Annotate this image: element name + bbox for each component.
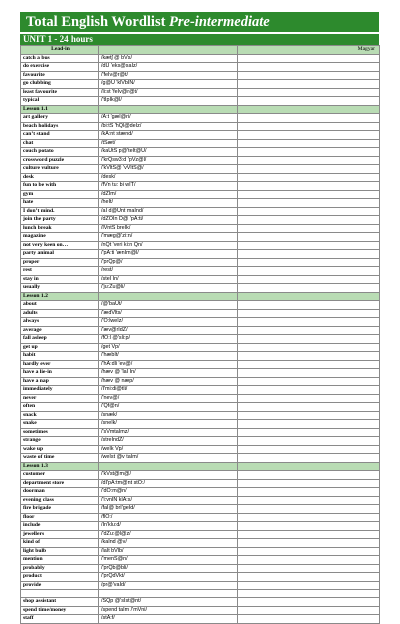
word-row bbox=[21, 88, 380, 97]
document-title: Total English Wordlist bbox=[26, 14, 166, 30]
hungarian-translation bbox=[238, 437, 380, 446]
document-subtitle: Pre-intermediate bbox=[169, 14, 270, 30]
phonetic-transcription bbox=[99, 462, 238, 471]
word-row bbox=[21, 326, 380, 335]
english-word: favourite bbox=[21, 71, 99, 80]
word-row bbox=[21, 173, 380, 182]
word-row bbox=[21, 369, 380, 378]
word-row bbox=[21, 275, 380, 284]
english-word: probably bbox=[21, 564, 99, 573]
hungarian-translation bbox=[238, 445, 380, 454]
word-row bbox=[21, 428, 380, 437]
english-word: light bulb bbox=[21, 547, 99, 556]
word-row bbox=[21, 190, 380, 199]
hungarian-translation bbox=[238, 598, 380, 607]
phonetic-transcription: /lVntS breIk/ bbox=[99, 224, 238, 233]
phonetic-transcription: /nQt 'veri ki:n Qn/ bbox=[99, 241, 238, 250]
header-magyar: Magyar bbox=[238, 46, 380, 55]
word-row bbox=[21, 207, 380, 216]
hungarian-translation bbox=[238, 556, 380, 565]
english-word: kind of bbox=[21, 539, 99, 548]
word-row bbox=[21, 156, 380, 165]
english-word: department store bbox=[21, 479, 99, 488]
hungarian-translation bbox=[238, 88, 380, 97]
phonetic-transcription: /I'mi:di@tli/ bbox=[99, 386, 238, 395]
english-word: never bbox=[21, 394, 99, 403]
hungarian-translation bbox=[238, 360, 380, 369]
word-row bbox=[21, 258, 380, 267]
word-row bbox=[21, 63, 380, 72]
phonetic-transcription: /'kVltS@ 'vVltS@/ bbox=[99, 165, 238, 174]
english-word: gym bbox=[21, 190, 99, 199]
hungarian-translation bbox=[238, 615, 380, 624]
english-word: snake bbox=[21, 420, 99, 429]
word-row bbox=[21, 420, 380, 429]
english-word: customer bbox=[21, 471, 99, 480]
word-row bbox=[21, 267, 380, 276]
word-row bbox=[21, 216, 380, 225]
phonetic-transcription: /desk/ bbox=[99, 173, 238, 182]
english-word: crossword puzzle bbox=[21, 156, 99, 165]
word-row bbox=[21, 411, 380, 420]
wordlist-table bbox=[20, 45, 380, 624]
phonetic-transcription: /dZOIn D@ 'pA:ti/ bbox=[99, 216, 238, 225]
word-row bbox=[21, 564, 380, 573]
word-row bbox=[21, 148, 380, 157]
phonetic-transcription: /dI'pA:tm@nt stO:/ bbox=[99, 479, 238, 488]
word-row bbox=[21, 80, 380, 89]
english-word: not very keen on… bbox=[21, 241, 99, 250]
word-row bbox=[21, 394, 380, 403]
english-word: mention bbox=[21, 556, 99, 565]
word-row bbox=[21, 615, 380, 624]
hungarian-translation bbox=[238, 420, 380, 429]
phonetic-transcription: /laIt bVlb/ bbox=[99, 547, 238, 556]
english-word: immediately bbox=[21, 386, 99, 395]
english-word: about bbox=[21, 301, 99, 310]
hungarian-translation bbox=[238, 590, 380, 598]
word-row bbox=[21, 530, 380, 539]
word-row bbox=[21, 233, 380, 242]
hungarian-translation bbox=[238, 539, 380, 548]
word-row bbox=[21, 309, 380, 318]
word-row bbox=[21, 386, 380, 395]
phonetic-transcription: /'æv@rIdZ/ bbox=[99, 326, 238, 335]
hungarian-translation bbox=[238, 454, 380, 463]
word-row bbox=[21, 556, 380, 565]
hungarian-translation bbox=[238, 199, 380, 208]
lesson-row bbox=[21, 462, 380, 471]
hungarian-translation bbox=[238, 148, 380, 157]
english-word: stay in bbox=[21, 275, 99, 284]
word-row bbox=[21, 199, 380, 208]
phonetic-transcription: /'hA:dli 'ev@/ bbox=[99, 360, 238, 369]
word-row bbox=[21, 573, 380, 582]
phonetic-transcription: /'dZu:@l@z/ bbox=[99, 530, 238, 539]
phonetic-transcription: /li:st 'feIv@r@t/ bbox=[99, 88, 238, 97]
hungarian-translation bbox=[238, 318, 380, 327]
phonetic-transcription: /steI In/ bbox=[99, 275, 238, 284]
phonetic-transcription: /'menS@n/ bbox=[99, 556, 238, 565]
phonetic-transcription: /@'baUt/ bbox=[99, 301, 238, 310]
english-word: have a nap bbox=[21, 377, 99, 386]
phonetic-transcription: /'prQp@/ bbox=[99, 258, 238, 267]
hungarian-translation bbox=[238, 606, 380, 615]
english-word: have a lie-in bbox=[21, 369, 99, 378]
phonetic-transcription: /'mæg@'zi:n/ bbox=[99, 233, 238, 242]
unit-heading: UNIT 1 - 24 hours bbox=[20, 34, 379, 45]
english-word: join the party bbox=[21, 216, 99, 225]
header-blank bbox=[99, 46, 238, 55]
hungarian-translation bbox=[238, 309, 380, 318]
hungarian-translation bbox=[238, 156, 380, 165]
word-row bbox=[21, 539, 380, 548]
hungarian-translation bbox=[238, 471, 380, 480]
phonetic-transcription: /dU 'eks@saIz/ bbox=[99, 63, 238, 72]
hungarian-translation bbox=[238, 97, 380, 106]
english-word: desk bbox=[21, 173, 99, 182]
hungarian-translation bbox=[238, 258, 380, 267]
hungarian-translation bbox=[238, 377, 380, 386]
word-row bbox=[21, 581, 380, 590]
hungarian-translation bbox=[238, 241, 380, 250]
english-word: get up bbox=[21, 343, 99, 352]
english-word: spend time/money bbox=[21, 606, 99, 615]
hungarian-translation bbox=[238, 207, 380, 216]
word-row bbox=[21, 122, 380, 131]
phonetic-transcription: /'prQb@bli/ bbox=[99, 564, 238, 573]
word-row bbox=[21, 488, 380, 497]
word-row bbox=[21, 114, 380, 123]
english-word: chat bbox=[21, 139, 99, 148]
table-header-row bbox=[21, 46, 380, 55]
phonetic-transcription: /kA:nt stænd/ bbox=[99, 131, 238, 140]
hungarian-translation bbox=[238, 394, 380, 403]
phonetic-transcription: /get Vp/ bbox=[99, 343, 238, 352]
english-word bbox=[21, 590, 99, 598]
word-row bbox=[21, 606, 380, 615]
hungarian-translation bbox=[238, 224, 380, 233]
hungarian-translation bbox=[238, 63, 380, 72]
hungarian-translation bbox=[238, 522, 380, 531]
hungarian-translation bbox=[238, 301, 380, 310]
phonetic-transcription: /'Qf@n/ bbox=[99, 403, 238, 412]
english-word: hardly ever bbox=[21, 360, 99, 369]
hungarian-translation bbox=[238, 165, 380, 174]
phonetic-transcription: /weIst @v taIm/ bbox=[99, 454, 238, 463]
phonetic-transcription: /pr@'vaId/ bbox=[99, 581, 238, 590]
lesson-title: Lesson 1.1 bbox=[21, 105, 99, 114]
phonetic-transcription: /stA:f/ bbox=[99, 615, 238, 624]
hungarian-translation bbox=[238, 488, 380, 497]
english-word: adults bbox=[21, 309, 99, 318]
phonetic-transcription: /'ju:Zu@li/ bbox=[99, 284, 238, 293]
phonetic-transcription: /A:t 'gæl@ri/ bbox=[99, 114, 238, 123]
phonetic-transcription: /kaInd @v/ bbox=[99, 539, 238, 548]
english-word: always bbox=[21, 318, 99, 327]
word-row bbox=[21, 505, 380, 514]
phonetic-transcription: /dZIm/ bbox=[99, 190, 238, 199]
hungarian-translation bbox=[238, 479, 380, 488]
phonetic-transcription: /'i:vnIN klA:s/ bbox=[99, 496, 238, 505]
word-row bbox=[21, 496, 380, 505]
english-word: typical bbox=[21, 97, 99, 106]
english-word: often bbox=[21, 403, 99, 412]
word-row bbox=[21, 301, 380, 310]
word-row bbox=[21, 360, 380, 369]
english-word: fall asleep bbox=[21, 335, 99, 344]
word-row bbox=[21, 522, 380, 531]
word-row bbox=[21, 250, 380, 259]
phonetic-transcription: /'kVst@m@/ bbox=[99, 471, 238, 480]
phonetic-transcription: /rest/ bbox=[99, 267, 238, 276]
hungarian-translation bbox=[238, 326, 380, 335]
english-word: hate bbox=[21, 199, 99, 208]
phonetic-transcription: /streIndZ/ bbox=[99, 437, 238, 446]
phonetic-transcription bbox=[99, 105, 238, 114]
hungarian-translation bbox=[238, 343, 380, 352]
english-word: art gallery bbox=[21, 114, 99, 123]
word-row bbox=[21, 318, 380, 327]
hungarian-translation bbox=[238, 547, 380, 556]
english-word: doorman bbox=[21, 488, 99, 497]
word-row bbox=[21, 598, 380, 607]
word-row bbox=[21, 437, 380, 446]
english-word: proper bbox=[21, 258, 99, 267]
hungarian-translation bbox=[238, 173, 380, 182]
hungarian-translation bbox=[238, 573, 380, 582]
english-word: floor bbox=[21, 513, 99, 522]
english-word: strange bbox=[21, 437, 99, 446]
word-row bbox=[21, 454, 380, 463]
word-row bbox=[21, 139, 380, 148]
hungarian-translation bbox=[238, 267, 380, 276]
header-lead-in: Lead-in bbox=[21, 46, 99, 55]
hungarian-translation bbox=[238, 530, 380, 539]
english-word: product bbox=[21, 573, 99, 582]
phonetic-transcription bbox=[99, 590, 238, 598]
lesson-title: Lesson 1.3 bbox=[21, 462, 99, 471]
hungarian-translation bbox=[238, 275, 380, 284]
hungarian-translation bbox=[238, 114, 380, 123]
phonetic-transcription: /sneIk/ bbox=[99, 420, 238, 429]
english-word: wake up bbox=[21, 445, 99, 454]
phonetic-transcription: /'dO:m@n/ bbox=[99, 488, 238, 497]
hungarian-translation bbox=[238, 284, 380, 293]
word-row bbox=[21, 513, 380, 522]
hungarian-translation bbox=[238, 54, 380, 63]
phonetic-transcription: /tSæt/ bbox=[99, 139, 238, 148]
phonetic-transcription: /kætʃ @ bVs/ bbox=[99, 54, 238, 63]
phonetic-transcription: /hæv @ næp/ bbox=[99, 377, 238, 386]
phonetic-transcription: /'sVmtaImz/ bbox=[99, 428, 238, 437]
phonetic-transcription: /'nev@/ bbox=[99, 394, 238, 403]
word-row bbox=[21, 547, 380, 556]
phonetic-transcription: /kaUtS p@'teIt@U/ bbox=[99, 148, 238, 157]
hungarian-translation bbox=[238, 71, 380, 80]
phonetic-transcription: /spend taIm /'mVni/ bbox=[99, 606, 238, 615]
hungarian-translation bbox=[238, 80, 380, 89]
english-word: magazine bbox=[21, 233, 99, 242]
word-row bbox=[21, 284, 380, 293]
english-word: fire brigade bbox=[21, 505, 99, 514]
phonetic-transcription: /'O:lweIz/ bbox=[99, 318, 238, 327]
word-row bbox=[21, 241, 380, 250]
english-word: usually bbox=[21, 284, 99, 293]
title-bar bbox=[20, 12, 379, 32]
hungarian-translation bbox=[238, 564, 380, 573]
hungarian-translation bbox=[238, 335, 380, 344]
hungarian-translation bbox=[238, 369, 380, 378]
hungarian-translation bbox=[238, 496, 380, 505]
english-word: can’t stand bbox=[21, 131, 99, 140]
english-word: rest bbox=[21, 267, 99, 276]
word-row bbox=[21, 352, 380, 361]
phonetic-transcription: /'krQsw3:d 'pVz@l/ bbox=[99, 156, 238, 165]
english-word: I don’t mind. bbox=[21, 207, 99, 216]
english-word: habit bbox=[21, 352, 99, 361]
word-row bbox=[21, 131, 380, 140]
phonetic-transcription: /'tIpIk@l/ bbox=[99, 97, 238, 106]
word-row bbox=[21, 182, 380, 191]
hungarian-translation bbox=[238, 216, 380, 225]
phonetic-transcription: /'ædVlts/ bbox=[99, 309, 238, 318]
word-row bbox=[21, 224, 380, 233]
english-word: waste of time bbox=[21, 454, 99, 463]
english-word: fun to be with bbox=[21, 182, 99, 191]
phonetic-transcription: /fVn tu: bi wIT/ bbox=[99, 182, 238, 191]
word-row bbox=[21, 479, 380, 488]
phonetic-transcription: /snæk/ bbox=[99, 411, 238, 420]
hungarian-translation bbox=[238, 233, 380, 242]
lesson-row bbox=[21, 292, 380, 301]
phonetic-transcription: /'pA:ti 'ænIm@l/ bbox=[99, 250, 238, 259]
phonetic-transcription: /In'klu:d/ bbox=[99, 522, 238, 531]
english-word: party animal bbox=[21, 250, 99, 259]
hungarian-translation bbox=[238, 411, 380, 420]
word-row bbox=[21, 403, 380, 412]
hungarian-translation bbox=[238, 182, 380, 191]
word-row bbox=[21, 54, 380, 63]
english-word: catch a bus bbox=[21, 54, 99, 63]
english-word: jewellers bbox=[21, 530, 99, 539]
word-row bbox=[21, 471, 380, 480]
english-word: staff bbox=[21, 615, 99, 624]
english-word: do exercise bbox=[21, 63, 99, 72]
english-word: sometimes bbox=[21, 428, 99, 437]
phonetic-transcription: /g@U 'klVbIN/ bbox=[99, 80, 238, 89]
phonetic-transcription: /flO:/ bbox=[99, 513, 238, 522]
hungarian-translation bbox=[238, 352, 380, 361]
english-word: include bbox=[21, 522, 99, 531]
lesson-row bbox=[21, 105, 380, 114]
phonetic-transcription bbox=[99, 292, 238, 301]
english-word: lunch break bbox=[21, 224, 99, 233]
hungarian-translation bbox=[238, 131, 380, 140]
word-row bbox=[21, 343, 380, 352]
english-word: provide bbox=[21, 581, 99, 590]
hungarian-translation bbox=[238, 105, 380, 114]
hungarian-translation bbox=[238, 513, 380, 522]
phonetic-transcription: /SQp @'sIst@nt/ bbox=[99, 598, 238, 607]
english-word: couch potato bbox=[21, 148, 99, 157]
blank-row bbox=[21, 590, 380, 598]
phonetic-transcription: /'feIv@r@t/ bbox=[99, 71, 238, 80]
hungarian-translation bbox=[238, 139, 380, 148]
english-word: least favourite bbox=[21, 88, 99, 97]
phonetic-transcription: /hæv @ 'laI In/ bbox=[99, 369, 238, 378]
english-word: snack bbox=[21, 411, 99, 420]
english-word: beach holidays bbox=[21, 122, 99, 131]
hungarian-translation bbox=[238, 122, 380, 131]
phonetic-transcription: /aI d@Unt maInd/ bbox=[99, 207, 238, 216]
word-row bbox=[21, 445, 380, 454]
hungarian-translation bbox=[238, 292, 380, 301]
phonetic-transcription: /'prQdVkt/ bbox=[99, 573, 238, 582]
hungarian-translation bbox=[238, 428, 380, 437]
phonetic-transcription: /heIt/ bbox=[99, 199, 238, 208]
word-row bbox=[21, 71, 380, 80]
english-word: evening class bbox=[21, 496, 99, 505]
word-row bbox=[21, 335, 380, 344]
phonetic-transcription: /weIk Vp/ bbox=[99, 445, 238, 454]
english-word: shop assistant bbox=[21, 598, 99, 607]
hungarian-translation bbox=[238, 462, 380, 471]
english-word: go clubbing bbox=[21, 80, 99, 89]
hungarian-translation bbox=[238, 505, 380, 514]
english-word: culture vulture bbox=[21, 165, 99, 174]
english-word: average bbox=[21, 326, 99, 335]
word-row bbox=[21, 165, 380, 174]
phonetic-transcription: /bi:tS 'hQl@deIz/ bbox=[99, 122, 238, 131]
hungarian-translation bbox=[238, 403, 380, 412]
phonetic-transcription: /fO:l @'sli:p/ bbox=[99, 335, 238, 344]
word-row bbox=[21, 377, 380, 386]
phonetic-transcription: /faI@ brI'geId/ bbox=[99, 505, 238, 514]
hungarian-translation bbox=[238, 190, 380, 199]
phonetic-transcription: /'hæbIt/ bbox=[99, 352, 238, 361]
hungarian-translation bbox=[238, 581, 380, 590]
hungarian-translation bbox=[238, 386, 380, 395]
lesson-title: Lesson 1.2 bbox=[21, 292, 99, 301]
hungarian-translation bbox=[238, 250, 380, 259]
word-row bbox=[21, 97, 380, 106]
